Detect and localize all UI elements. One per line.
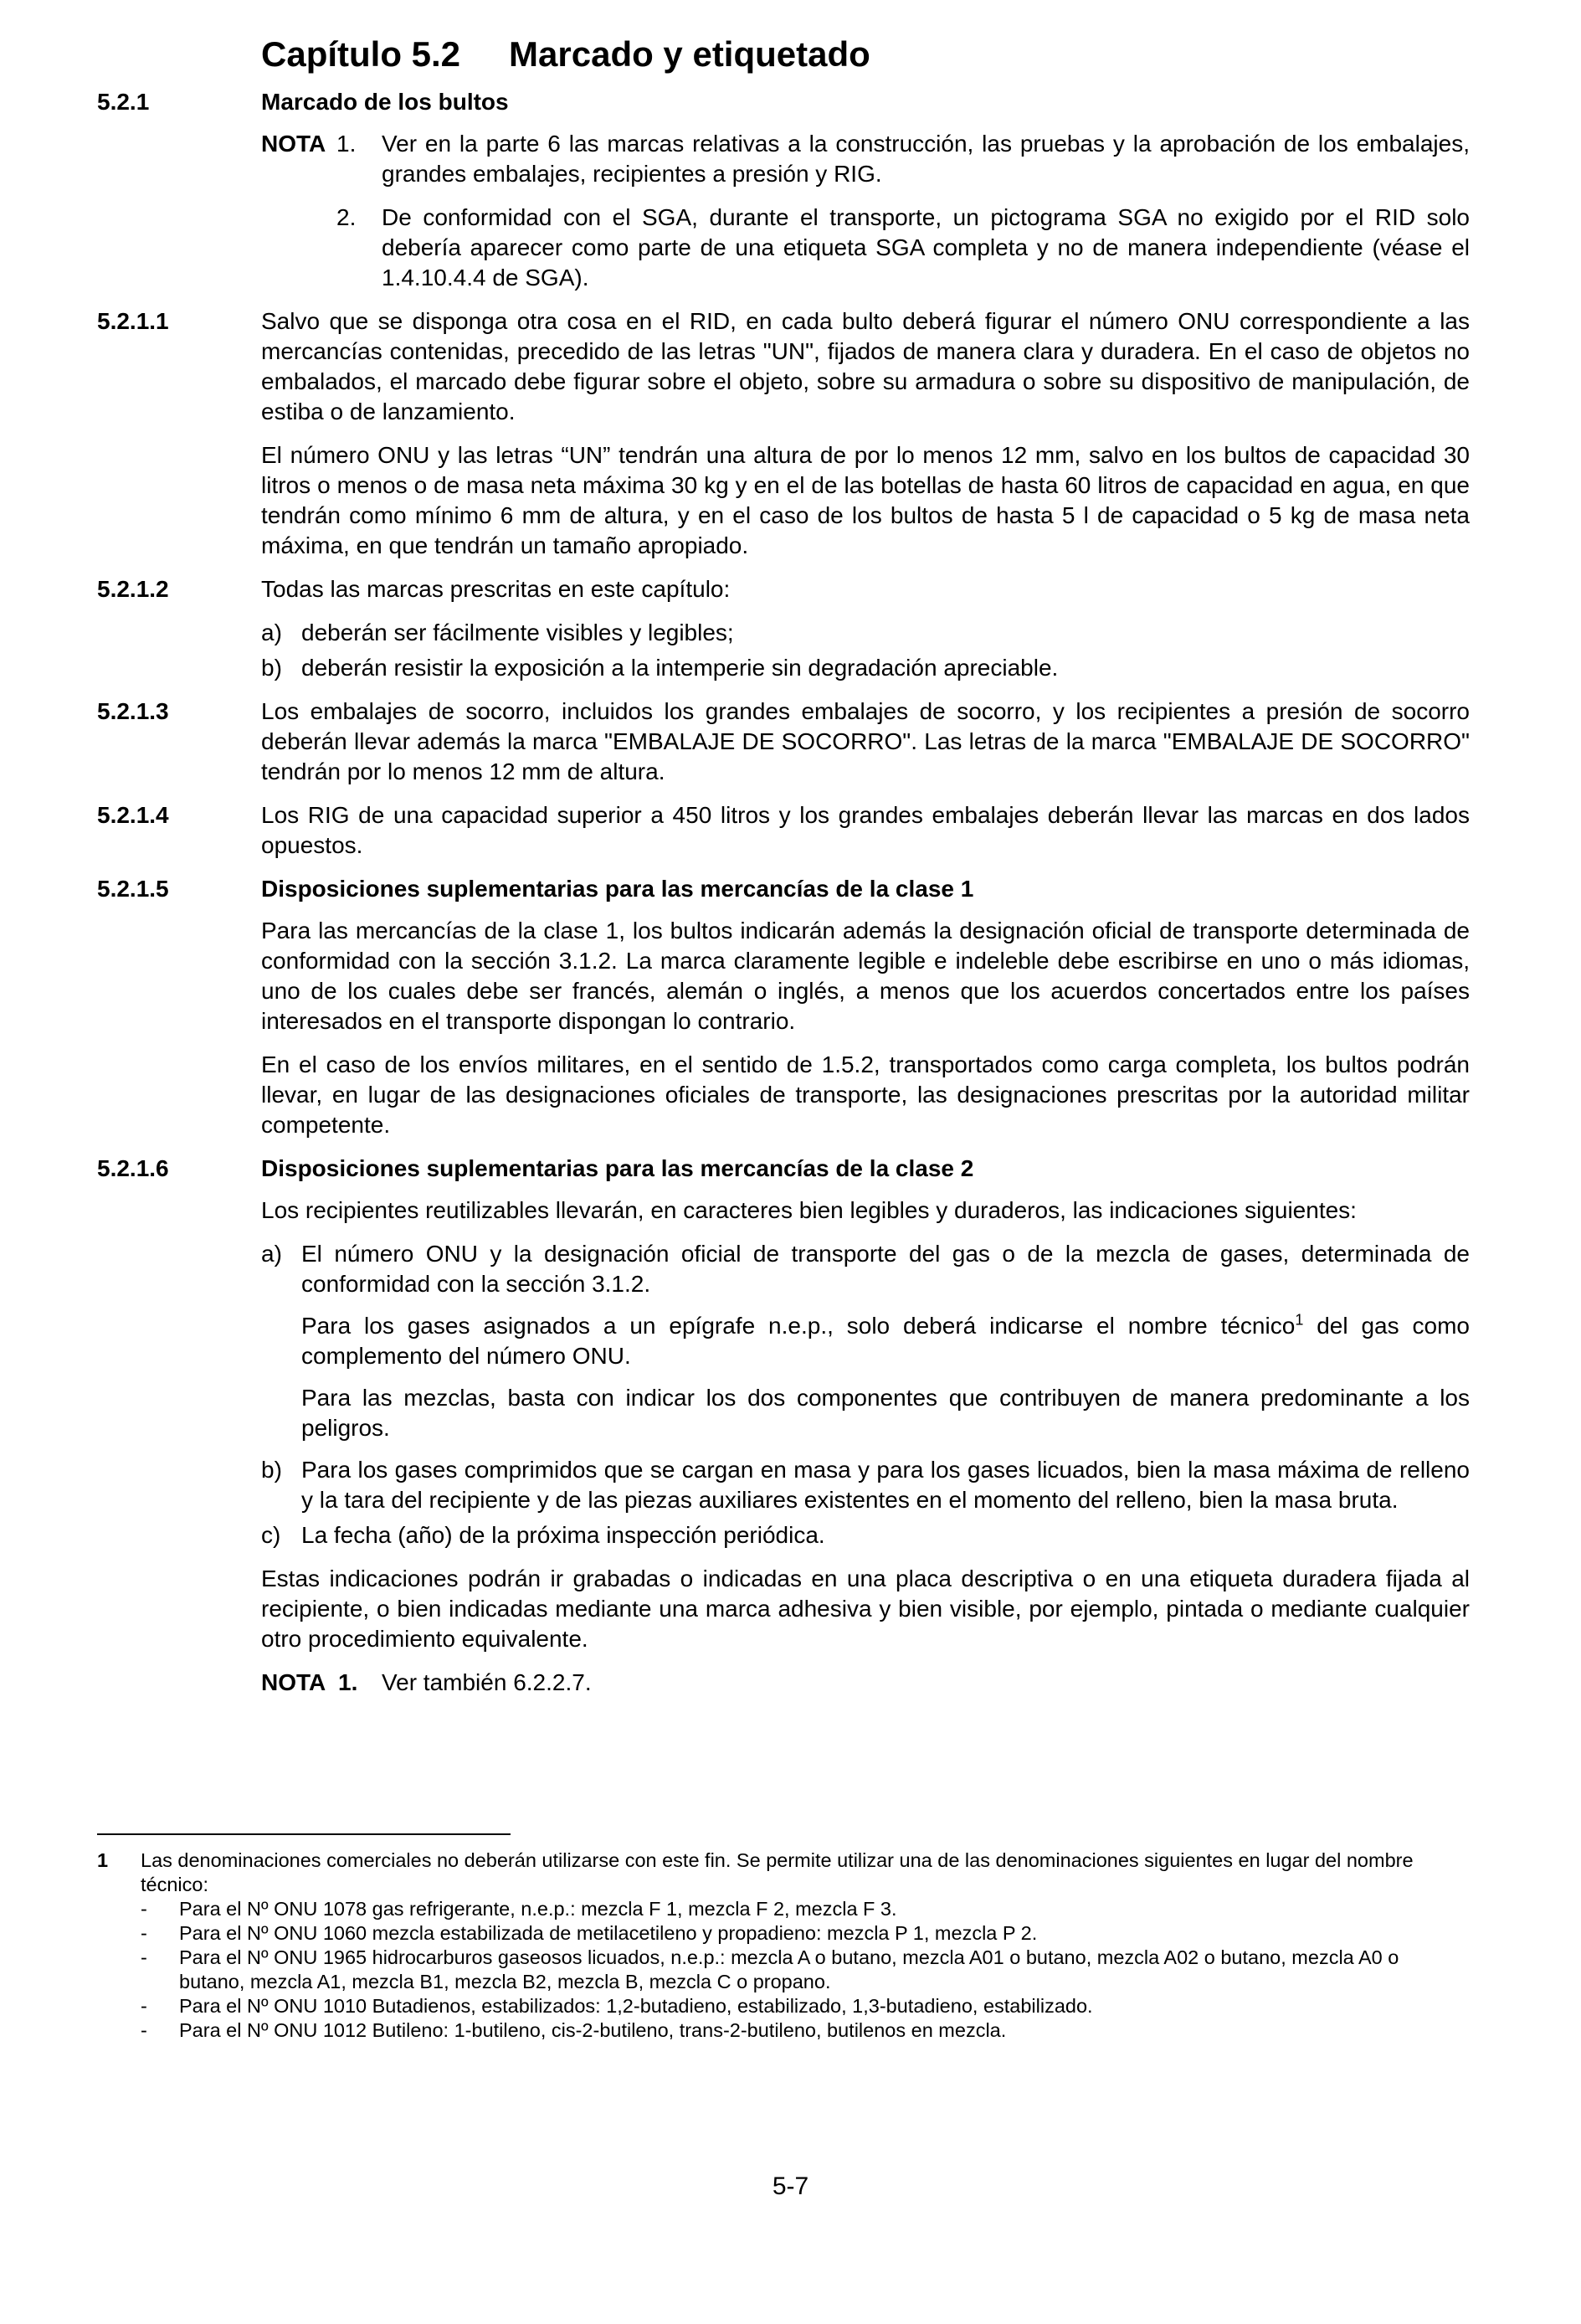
list-marker: a) (261, 1241, 282, 1267)
list-item-subparagraph: Para las mezclas, basta con indicar los dos componentes que contribuyen de manera predominante a los peligros. (301, 1385, 1470, 1441)
footnote (97, 1848, 1470, 1897)
note-2 (261, 203, 1470, 293)
list-item (261, 653, 1470, 683)
list-marker: b) (261, 655, 282, 681)
list-marker: a) (261, 620, 282, 645)
list (261, 1239, 1470, 1550)
note-text: De conformidad con el SGA, durante el transporte, un pictograma SGA no exigido por el RID solo debería aparecer como parte de una etiqueta SGA completa y no de manera independiente (véase el 1.4.10.4.4 de SGA). (382, 204, 1470, 290)
list-dash: - (141, 1898, 147, 1920)
section-number: 5.2.1.6 (97, 1155, 169, 1181)
footnote-list-item (97, 1994, 1470, 2018)
note-number: 1. (336, 131, 357, 157)
footnote-marker: 1 (97, 1849, 109, 1871)
list-item-subparagraph (301, 1311, 1470, 1371)
list-dash: - (141, 2019, 147, 2041)
list-item-text: El número ONU y la designación oficial de transporte del gas o de la mezcla de gases, determinada de conformidad con la sección 3.1.2. (301, 1241, 1470, 1297)
list-item-text: deberán resistir la exposición a la intemperie sin degradación apreciable. (301, 655, 1059, 681)
page-number: 5-7 (772, 2172, 809, 2200)
list-item-text: La fecha (año) de la próxima inspección periódica. (301, 1522, 825, 1548)
paragraph: Los recipientes reutilizables llevarán, en caracteres bien legibles y duraderos, las indicaciones siguientes: (261, 1197, 1357, 1223)
list-marker: c) (261, 1522, 281, 1548)
section-number: 5.2.1.4 (97, 802, 169, 828)
paragraph: Salvo que se disponga otra cosa en el RID, en cada bulto deberá figurar el número ONU correspondiente a las mercancías contenidas, precedido de las letras "UN", fijados de manera clara y duradera. En el caso de objetos no embalados, el marcado debe figurar sobre el objeto, sobre su armadura o sobre su dispositivo de manipulación, de estiba o de lanzamiento. (261, 308, 1470, 424)
note-text: Ver también 6.2.2.7. (382, 1669, 592, 1695)
section-5-2-1-4 (97, 800, 1470, 861)
section-title: Disposiciones suplementarias para las mercancías de la clase 2 (261, 1155, 974, 1181)
note-label: NOTA (261, 131, 326, 157)
footnote-list-text: Para el Nº ONU 1010 Butadienos, estabilizados: 1,2-butadieno, estabilizado, 1,3-butadieno, estabilizado. (179, 1995, 1093, 2017)
footnote-separator (97, 1833, 511, 1835)
note-number: 2. (336, 204, 357, 230)
chapter-number: Capítulo 5.2 (261, 34, 461, 74)
paragraph: Estas indicaciones podrán ir grabadas o indicadas en una placa descriptiva o en una etiqueta duradera fijada al recipiente, o bien indicadas mediante una marca adhesiva y bien visible, por ejemplo, pintada o mediante cualquier otro procedimiento equivalente. (261, 1566, 1470, 1652)
section-title: Marcado de los bultos (261, 89, 509, 115)
section-number: 5.2.1.3 (97, 698, 169, 724)
note-1 (261, 1668, 1470, 1698)
list-item (261, 1455, 1470, 1515)
list-item-text: deberán ser fácilmente visibles y legibles; (301, 620, 734, 645)
section-number: 5.2.1.1 (97, 308, 169, 334)
list-item (261, 1520, 1470, 1550)
chapter-name: Marcado y etiquetado (509, 34, 870, 74)
footnotes (97, 1848, 1470, 2043)
section-number: 5.2.1.2 (97, 576, 169, 602)
document-body (97, 87, 1470, 1711)
paragraph: El número ONU y las letras “UN” tendrán una altura de por lo menos 12 mm, salvo en los bultos de capacidad 30 litros o menos o de masa neta máxima 30 kg y en el de las botellas de hasta 60 litros de capacidad en agua, en que tendrán como mínimo 6 mm de altura, y en el caso de los bultos de hasta 5 l de capacidad o 5 kg de masa neta máxima, en que tendrán un tamaño apropiado. (261, 442, 1470, 558)
list-item (261, 1239, 1470, 1443)
footnote-list-text: Para el Nº ONU 1060 mezcla estabilizada de metilacetileno y propadieno: mezcla P 1, mezcla P 2. (179, 1922, 1038, 1944)
paragraph: Los embalajes de socorro, incluidos los grandes embalajes de socorro, y los recipientes a presión de socorro deberán llevar además la marca "EMBALAJE DE SOCORRO". Las letras de la marca "EMBALAJE DE SOCORRO" tendrán por lo menos 12 mm de altura. (261, 698, 1470, 784)
footnote-list-text: Para el Nº ONU 1965 hidrocarburos gaseosos licuados, n.e.p.: mezcla A o butano, mezcla A01 o butano, mezcla A02 o butano, mezcla A0 o butano, mezcla A1, mezcla B1, mezcla B2, mezcla B, mezcla C o propano. (179, 1946, 1399, 1992)
section-5-2-1-5 (97, 874, 1470, 1140)
footnote-list-item (97, 1946, 1470, 1994)
paragraph: Todas las marcas prescritas en este capítulo: (261, 576, 731, 602)
subparagraph-text: Para los gases asignados a un epígrafe n.e.p., solo deberá indicarse el nombre técnico (301, 1313, 1296, 1339)
section-number: 5.2.1.5 (97, 876, 169, 902)
list (261, 618, 1470, 683)
list-marker: b) (261, 1457, 282, 1483)
section-5-2-1 (97, 87, 1470, 293)
footnote-list-text: Para el Nº ONU 1012 Butileno: 1-butileno, cis-2-butileno, trans-2-butileno, butilenos en mezcla. (179, 2019, 1007, 2041)
paragraph: En el caso de los envíos militares, en el sentido de 1.5.2, transportados como carga completa, los bultos podrán llevar, en lugar de las designaciones oficiales de transporte, las designaciones prescritas por la autoridad militar competente. (261, 1051, 1470, 1138)
list-item (261, 618, 1470, 648)
footnote-list-item (97, 2018, 1470, 2043)
section-5-2-1-3 (97, 697, 1470, 787)
section-5-2-1-1 (97, 306, 1470, 561)
note-number: 1. (338, 1669, 358, 1695)
footnote-text: Las denominaciones comerciales no deberán utilizarse con este fin. Se permite utilizar una de las denominaciones siguientes en lugar del nombre técnico: (141, 1849, 1414, 1895)
list-dash: - (141, 1946, 147, 1968)
chapter-title (261, 32, 870, 77)
footnote-list-item (97, 1897, 1470, 1921)
subparagraph-text: del gas como complemento del número ONU. (301, 1313, 1470, 1369)
footnote-list-item (97, 1921, 1470, 1946)
note-text: Ver en la parte 6 las marcas relativas a la construcción, las pruebas y la aprobación de los embalajes, grandes embalajes, recipientes a presión y RIG. (382, 131, 1470, 187)
list-item-text: Para los gases comprimidos que se cargan en masa y para los gases licuados, bien la masa máxima de relleno y la tara del recipiente y de las piezas auxiliares existentes en el momento del relleno, bien la masa bruta. (301, 1457, 1470, 1513)
section-5-2-1-6 (97, 1154, 1470, 1698)
paragraph: Para las mercancías de la clase 1, los bultos indicarán además la designación oficial de transporte determinada de conformidad con la sección 3.1.2. La marca claramente legible e indeleble debe escribirse en uno o más idiomas, uno de los cuales debe ser francés, alemán o inglés, a menos que los acuerdos concertados entre los países interesados en el transporte dispongan lo contrario. (261, 918, 1470, 1034)
note-label: NOTA (261, 1669, 326, 1695)
section-number: 5.2.1 (97, 89, 150, 115)
footnote-reference[interactable]: 1 (1295, 1311, 1304, 1329)
footnote-list-text: Para el Nº ONU 1078 gas refrigerante, n.e.p.: mezcla F 1, mezcla F 2, mezcla F 3. (179, 1898, 897, 1920)
list-dash: - (141, 1995, 147, 2017)
list-dash: - (141, 1922, 147, 1944)
paragraph: Los RIG de una capacidad superior a 450 litros y los grandes embalajes deberán llevar las marcas en dos lados opuestos. (261, 802, 1470, 858)
note-1 (261, 129, 1470, 189)
section-5-2-1-2 (97, 574, 1470, 683)
section-title: Disposiciones suplementarias para las mercancías de la clase 1 (261, 876, 974, 902)
